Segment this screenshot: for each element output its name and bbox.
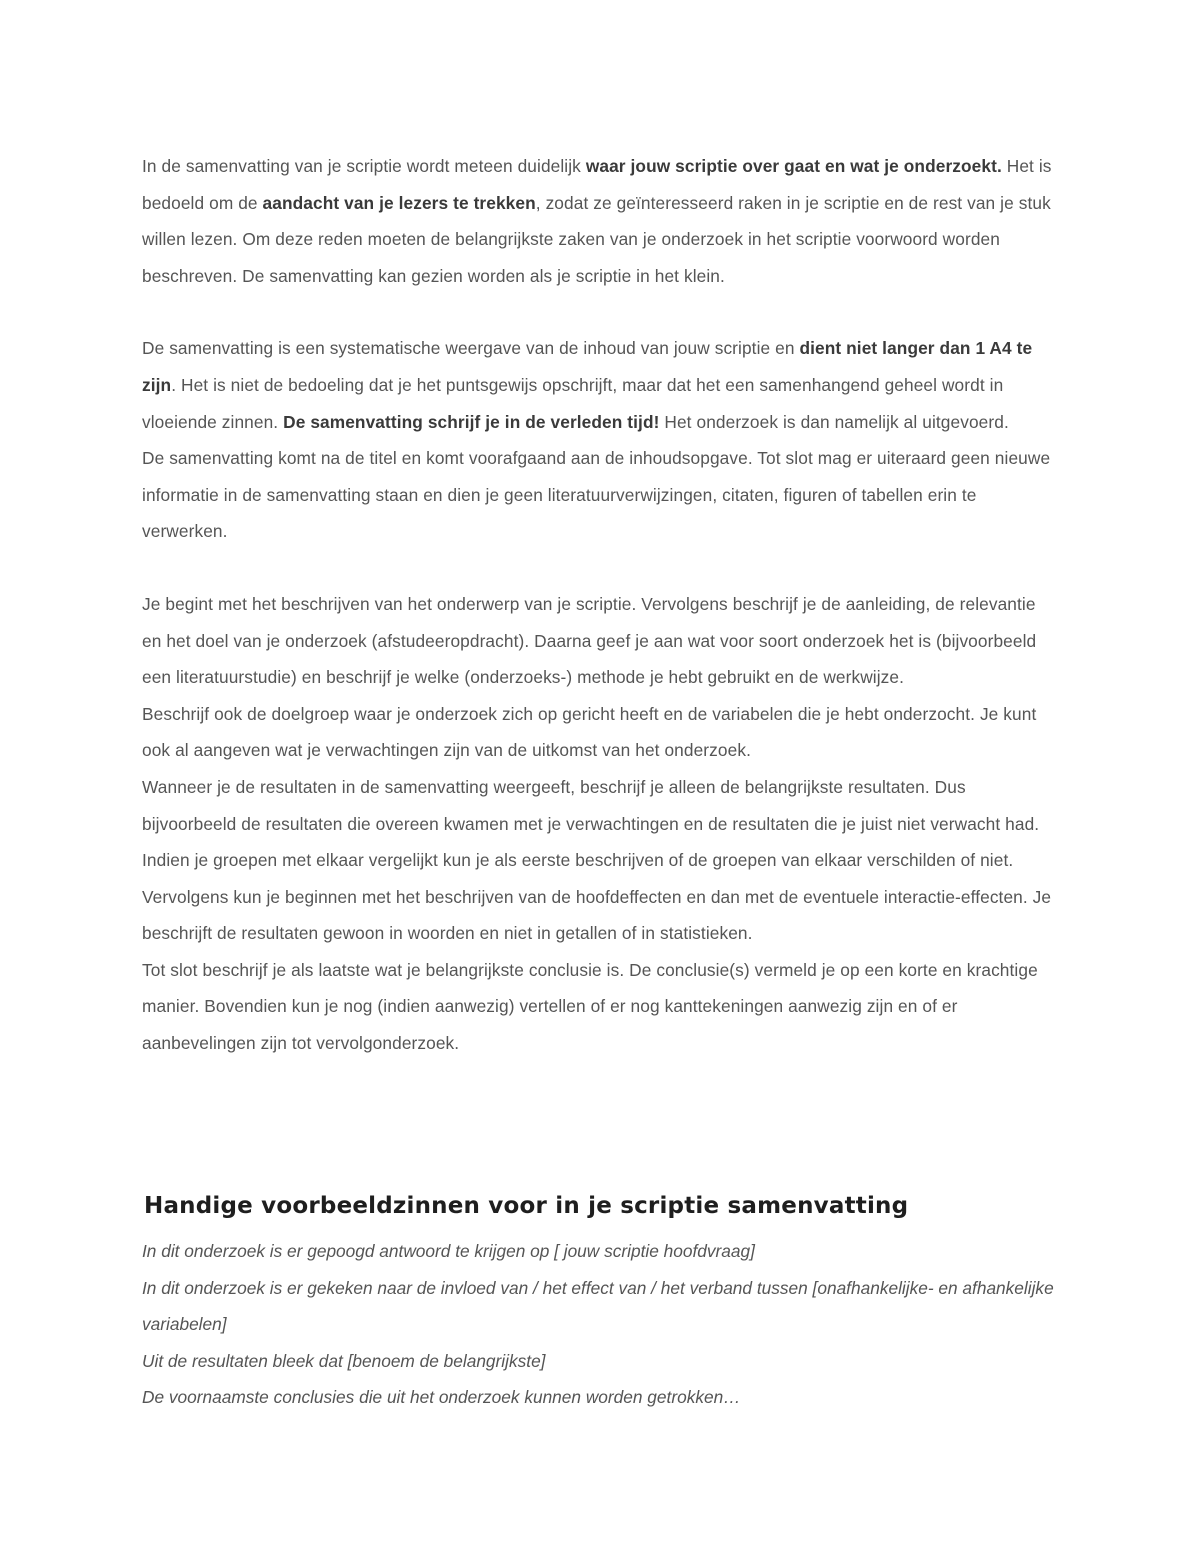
text-run: Vervolgens kun je beginnen met het beschrijven van de hoofdeffecten en dan met de eventuele interactie-effecten. Je beschrijft de resultaten gewoon in woorden en niet in getallen of in statistieken. [142, 886, 1052, 944]
bold-text-run: waar jouw scriptie over gaat en wat je onderzoekt. [585, 156, 1002, 176]
example-sentence: Uit de resultaten bleek dat [benoem de belangrijkste] [142, 1350, 546, 1371]
paragraph-conclusion [142, 952, 1057, 1062]
text-run: Het onderzoek is dan namelijk al uitgevoerd. [659, 411, 1009, 432]
paragraph-effects [142, 879, 1057, 952]
paragraph-definition [142, 330, 1057, 440]
example-sentence: In dit onderzoek is er gepoogd antwoord te krijgen op [ jouw scriptie hoofdvraag] [142, 1241, 755, 1261]
bold-text-run: aandacht van je lezers te trekken [262, 192, 536, 213]
paragraph-spacer [142, 294, 1057, 330]
text-run: In de samenvatting van je scriptie wordt meteen duidelijk [142, 156, 586, 176]
paragraph-position [142, 440, 1057, 550]
paragraph-spacer [142, 550, 1057, 586]
text-run: De samenvatting is een systematische weergave van de inhoud van jouw scriptie en [142, 338, 800, 359]
bold-text-run: dient niet langer dan 1 A4 te zijn [142, 338, 1033, 395]
paragraph-intro [142, 148, 1057, 294]
text-run: Je begint met het beschrijven van het onderwerp van je scriptie. Vervolgens beschrijf je de aanleiding, de relevantie en het doel van je onderzoek (afstudeeropdracht). Daarna geef je aan wat voor soort onderzoek het is (bijvoorbeeld een literatuurstudie) en beschrijf je welke (onderzoeks-) methode je hebt gebruikt en de werkwijze. [142, 593, 1037, 688]
text-run: Beschrijf ook de doelgroep waar je onderzoek zich op gericht heeft en de variabelen die je hebt onderzocht. Je kunt ook al aangeven wat je verwachtingen zijn van de uitkomst van het onderzoek. [142, 703, 1037, 761]
example-sentence: De voornaamste conclusies die uit het onderzoek kunnen worden getrokken… [142, 1387, 741, 1408]
paragraph-subject [142, 586, 1057, 696]
example-sentences [142, 1233, 1057, 1416]
text-run: Wanneer je de resultaten in de samenvatting weergeeft, beschrijf je alleen de belangrijkste resultaten. Dus bijvoorbeeld de resultaten die overeen kwamen met je verwachtingen en de resultaten die je juist niet verwacht had. Indien je groepen met elkaar vergelijkt kun je als eerste beschrijven of de groepen van elkaar verschilden of niet. [142, 776, 1040, 871]
text-run: Tot slot beschrijf je als laatste wat je belangrijkste conclusie is. De conclusie(s) vermeld je op een korte en krachtige manier. Bovendien kun je nog (indien aanwezig) vertellen of er nog kanttekeningen aanwezig zijn en of er aanbevelingen zijn tot vervolgonderzoek. [142, 959, 1038, 1054]
text-run: De samenvatting komt na de titel en komt voorafgaand aan de inhoudsopgave. Tot slot mag er uiteraard geen nieuwe informatie in de samenvatting staan en dien je geen literatuurverwijzingen, citaten, figuren of tabellen erin te verwerken. [142, 448, 1051, 542]
text-run: Het is bedoeld om de [142, 156, 1052, 213]
section-heading: Handige voorbeeldzinnen voor in je scriptie samenvatting [144, 1193, 909, 1219]
document-body [142, 148, 1057, 1062]
bold-text-run: De samenvatting schrijf je in de verleden tijd! [283, 411, 660, 432]
example-sentence: In dit onderzoek is er gekeken naar de invloed van / het effect van / het verband tussen [onafhankelijke- en afhankelijke variabelen] [142, 1277, 1054, 1335]
text-run: . Het is niet de bedoeling dat je het puntsgewijs opschrijft, maar dat het een samenhangend geheel wordt in vloeiende zinnen. [142, 374, 1004, 432]
paragraph-target-group [142, 696, 1057, 769]
paragraph-results [142, 769, 1057, 879]
text-run: , zodat ze geïnteresseerd raken in je scriptie en de rest van je stuk willen lezen. Om deze reden moeten de belangrijkste zaken van je onderzoek in het scriptie voorwoord worden beschreven. De samenvatting kan gezien worden als je scriptie in het klein. [142, 192, 1051, 286]
